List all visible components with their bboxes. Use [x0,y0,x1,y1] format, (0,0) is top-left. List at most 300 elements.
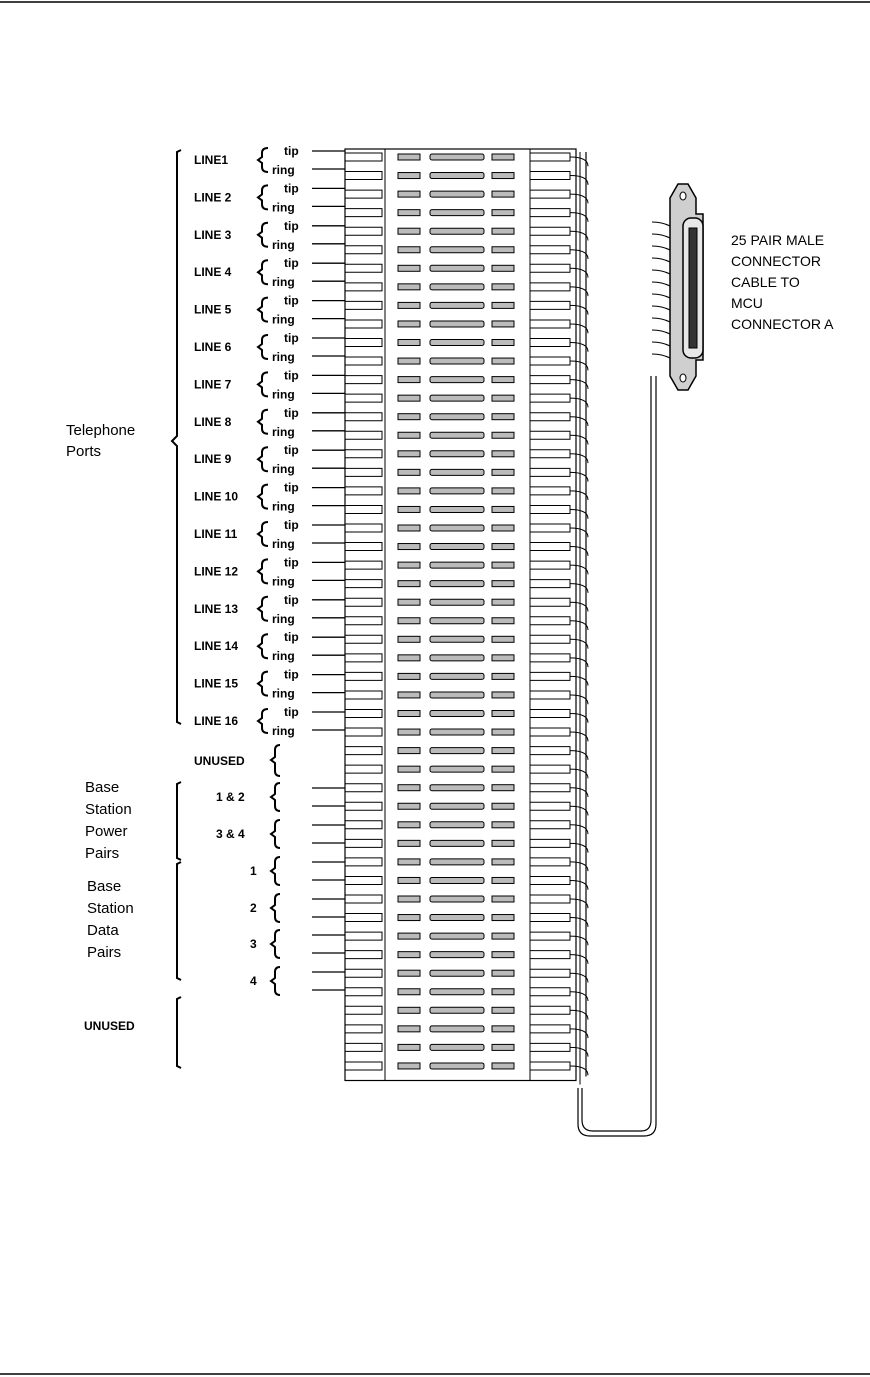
line-brace [258,447,268,471]
left-terminal [398,618,420,624]
harness-loop [570,287,588,296]
bridging-bar [430,173,484,179]
line-brace [258,372,268,396]
block-row [345,876,588,889]
left-clip [345,598,382,606]
left-clip [345,802,382,810]
right-clip [530,969,570,977]
right-terminal [492,562,514,568]
bridging-bar [430,952,484,958]
ring-label: ring [272,424,295,439]
block-row [345,301,588,314]
connector-cable [578,376,656,1136]
right-terminal [492,321,514,327]
left-terminal [398,284,420,290]
right-terminal [492,525,514,531]
left-clip [345,413,382,421]
block-row [345,691,588,704]
harness-loop [570,899,588,908]
line-group [194,331,299,364]
harness-loop [570,1047,588,1056]
left-clip [345,580,382,588]
tip-label: tip [284,592,299,607]
harness-loop [570,380,588,389]
data-pair-1: 1 [250,864,257,878]
block-row [345,710,588,723]
ring-label: ring [272,275,295,290]
left-clip [345,339,382,347]
block-row [345,468,588,481]
left-terminal [398,711,420,717]
harness-loop [570,268,588,277]
left-clip [345,209,382,217]
right-terminal [492,414,514,420]
left-terminal [398,173,420,179]
left-terminal [398,636,420,642]
left-terminal [398,210,420,216]
left-terminal [398,655,420,661]
left-clip [345,932,382,940]
left-terminal [398,785,420,791]
block-row [345,765,588,778]
power-pairs-label-3: Power [85,823,128,840]
block-row [345,598,588,611]
right-terminal [492,711,514,717]
data-pair-4: 4 [250,974,257,988]
line-group [194,630,299,663]
ring-label: ring [272,724,295,738]
left-clip [345,301,382,309]
left-clip [345,876,382,884]
left-terminal [398,840,420,846]
tip-label: tip [284,555,299,570]
line-label: LINE 16 [194,714,239,728]
tip-label: tip [284,405,299,420]
pair-brace [271,857,280,885]
line-group [194,406,299,439]
harness-loop [570,602,588,611]
right-terminal [492,210,514,216]
bridging-bar [430,859,484,865]
left-terminal [398,599,420,605]
line-group [194,144,299,177]
harness-loop [570,1010,588,1019]
right-clip [530,1043,570,1051]
harness-loop [570,676,588,685]
left-clip [345,450,382,458]
block-row [345,654,588,667]
right-terminal [492,673,514,679]
right-terminal [492,451,514,457]
bridging-bar [430,432,484,438]
tip-label: tip [284,518,299,532]
block-row [345,969,588,982]
left-terminal [398,414,420,420]
left-clip [345,394,382,402]
harness-loop [570,992,588,1001]
line-label: LINE 3 [194,227,232,242]
left-clip [345,765,382,773]
harness-loop [570,157,588,166]
ring-label: ring [272,537,295,551]
pair-brace [271,967,280,995]
left-clip [345,468,382,476]
line-group [194,705,299,738]
harness-loop [570,621,588,630]
line-group [194,181,299,214]
right-clip [530,524,570,532]
connector-wire [652,306,670,310]
connector-wire [652,258,670,262]
harness-loop [570,806,588,815]
connector-wire [652,282,670,286]
block-row [345,487,588,500]
block-row [345,932,588,945]
right-terminal [492,896,514,902]
line-brace [258,522,268,546]
telephone-ports-bracket [172,150,181,724]
bridging-bar [430,469,484,475]
harness-loop [570,825,588,834]
left-terminal [398,692,420,698]
left-clip [345,190,382,198]
data-pairs-label-4: Pairs [87,944,122,961]
left-terminal [398,581,420,587]
harness-loop [570,639,588,648]
line-group [194,443,299,476]
left-terminal [398,729,420,735]
left-terminal [398,154,420,160]
line-brace [258,298,268,322]
right-clip [530,710,570,718]
harness-loop [570,176,588,185]
connector-label-1: 25 PAIR MALE [731,232,825,248]
bridging-bar [430,692,484,698]
left-terminal [398,247,420,253]
bridging-bar [430,284,484,290]
right-terminal [492,952,514,958]
right-terminal [492,340,514,346]
harness-loop [570,955,588,964]
left-clip [345,728,382,736]
harness-loop [570,658,588,667]
harness-loop [570,194,588,203]
line-brace [258,185,268,209]
connector-slot [689,228,697,348]
right-terminal [492,618,514,624]
right-clip [530,691,570,699]
right-clip [530,598,570,606]
line-group [194,368,299,401]
right-terminal [492,377,514,383]
unused-section [194,745,280,776]
left-clip [345,320,382,328]
right-clip [530,487,570,495]
bridging-bar [430,748,484,754]
block-row [345,543,588,556]
right-terminal [492,469,514,475]
right-clip [530,932,570,940]
bridging-bar [430,877,484,883]
harness-loop [570,324,588,333]
block-row [345,1025,588,1038]
right-clip [530,839,570,847]
ring-label: ring [272,686,295,701]
line-group [194,555,299,588]
right-terminal [492,173,514,179]
block-row [345,320,588,333]
left-clip [345,431,382,439]
bridging-bar [430,933,484,939]
left-terminal [398,915,420,921]
left-terminal [398,766,420,772]
telephone-ports-group [66,150,181,724]
line-group [194,593,299,626]
harness-loop [570,454,588,463]
pair-brace [271,820,280,848]
right-clip [530,821,570,829]
left-terminal [398,191,420,197]
unused-label: UNUSED [194,754,245,768]
left-clip [345,988,382,996]
line-brace [258,634,268,658]
right-terminal [492,284,514,290]
left-terminal [398,803,420,809]
block-row [345,951,588,964]
tip-label: tip [284,256,299,271]
bridging-bar [430,1007,484,1013]
harness-loop [570,509,588,518]
tip-label: tip [284,368,299,383]
left-terminal [398,933,420,939]
right-clip [530,264,570,272]
block-row [345,283,588,296]
left-clip [345,376,382,384]
line-brace [258,410,268,434]
line-label: LINE 6 [194,340,232,354]
tip-label: tip [284,218,299,233]
bridging-bar [430,358,484,364]
left-terminal [398,970,420,976]
block-row [345,784,588,797]
data-pairs-label-3: Data [87,922,119,939]
ring-label: ring [272,312,295,327]
data-pair-2: 2 [250,901,257,915]
left-terminal [398,544,420,550]
data-pairs-bracket [177,862,181,980]
bridging-bar [430,970,484,976]
line-brace [258,709,268,733]
left-terminal [398,1007,420,1013]
line-label: LINE 13 [194,601,239,616]
left-clip [345,1062,382,1070]
line-label: LINE 11 [194,527,238,541]
harness-loop [570,695,588,704]
block-row [345,153,588,166]
right-terminal [492,636,514,642]
left-clip [345,283,382,291]
bridging-bar [430,822,484,828]
line-label: LINE1 [194,153,229,167]
bridging-bar [430,395,484,401]
left-clip [345,858,382,866]
bridging-bar [430,915,484,921]
tip-label: tip [284,630,299,645]
left-clip [345,672,382,680]
block-row [345,988,588,1001]
connector-wires [652,222,670,358]
right-clip [530,580,570,588]
bridging-bar [430,673,484,679]
harness-loop [570,732,588,741]
unused-bottom-section [84,997,181,1068]
line-label: LINE 8 [194,414,232,429]
connector-screw-bottom [680,374,686,382]
block-row [345,339,588,352]
left-clip [345,1043,382,1051]
left-terminal [398,506,420,512]
left-terminal [398,340,420,346]
block-row [345,1062,588,1075]
block-row [345,246,588,259]
right-terminal [492,989,514,995]
right-clip [530,376,570,384]
connector-wire [652,222,670,226]
block-row [345,617,588,630]
harness-loop [570,769,588,778]
block-row [345,839,588,852]
harness-loop [570,584,588,593]
left-terminal [398,525,420,531]
harness-loop [570,547,588,556]
data-pairs-label-2: Station [87,900,134,917]
right-terminal [492,154,514,160]
right-clip [530,654,570,662]
block-row [345,802,588,815]
right-clip [530,339,570,347]
harness-loop [570,528,588,537]
left-clip [345,617,382,625]
right-clip [530,617,570,625]
harness-loop [570,491,588,500]
line-label: LINE 12 [194,564,239,579]
line-brace [258,260,268,284]
block-row [345,747,588,760]
bridging-bar [430,989,484,995]
left-clip [345,691,382,699]
left-terminal [398,265,420,271]
bridging-bar [430,414,484,420]
bridging-bar [430,525,484,531]
right-terminal [492,822,514,828]
right-terminal [492,191,514,197]
right-clip [530,672,570,680]
left-terminal [398,377,420,383]
block-row [345,914,588,927]
bridging-bar [430,655,484,661]
line-group [194,219,299,252]
harness-loop [570,343,588,352]
telephone-ports-label-1: Telephone [66,422,136,439]
right-clip [530,394,570,402]
bridging-bar [430,321,484,327]
right-clip [530,1062,570,1070]
bridging-bar [430,1063,484,1069]
left-clip [345,710,382,718]
bridging-bar [430,191,484,197]
power-pairs-group [85,779,245,862]
left-terminal [398,488,420,494]
left-clip [345,172,382,180]
left-terminal [398,877,420,883]
right-terminal [492,915,514,921]
harness-loop [570,880,588,889]
block-row [345,431,588,444]
right-clip [530,988,570,996]
punch-down-block [345,149,588,1085]
right-terminal [492,581,514,587]
block-row [345,357,588,370]
left-terminal [398,1063,420,1069]
pair-brace [271,930,280,958]
right-terminal [492,599,514,605]
left-clip [345,914,382,922]
left-clip [345,524,382,532]
block-row [345,413,588,426]
right-terminal [492,228,514,234]
bridging-bar [430,729,484,735]
line-brace [258,559,268,583]
left-terminal [398,302,420,308]
right-terminal [492,748,514,754]
harness-loop [570,1066,588,1075]
right-terminal [492,1026,514,1032]
harness-loop [570,1029,588,1038]
tip-label: tip [284,705,299,719]
right-clip [530,431,570,439]
right-terminal [492,766,514,772]
tip-label: tip [284,293,299,308]
power-pairs-label-4: Pairs [85,845,120,862]
right-clip [530,450,570,458]
block-row [345,635,588,648]
block-row [345,728,588,741]
bridging-bar [430,711,484,717]
power-pair-3-4: 3 & 4 [216,827,245,841]
connector-label-2: CONNECTOR [731,253,821,269]
block-row [345,264,588,277]
left-terminal [398,896,420,902]
bridging-bar [430,302,484,308]
bridging-bar [430,247,484,253]
left-clip [345,839,382,847]
harness-loop [570,398,588,407]
line-label: LINE 7 [194,377,232,392]
bridging-bar [430,766,484,772]
line-brace [258,597,268,621]
bridging-bar [430,210,484,216]
harness-loop [570,565,588,574]
telephone-ports-label-2: Ports [66,443,102,460]
right-clip [530,765,570,773]
line-brace [258,223,268,247]
bridging-bar [430,636,484,642]
tip-label: tip [284,443,299,458]
left-clip [345,784,382,792]
left-clip [345,747,382,755]
ring-label: ring [272,163,295,177]
right-clip [530,320,570,328]
